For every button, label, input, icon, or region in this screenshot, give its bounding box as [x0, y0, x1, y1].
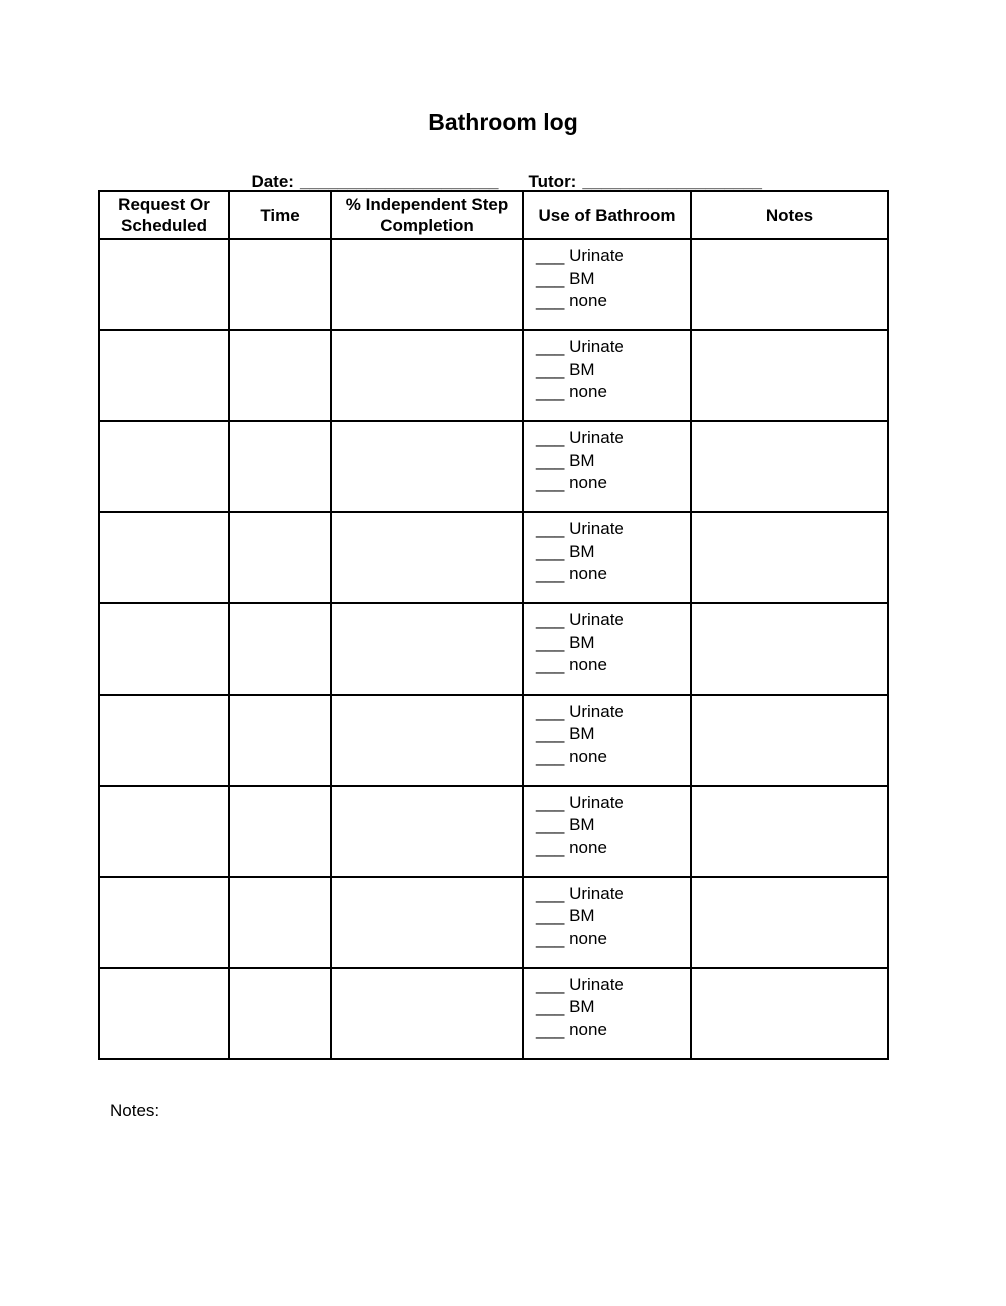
cell-notes [691, 239, 888, 330]
cell-notes [691, 877, 888, 968]
table-row [99, 421, 888, 512]
cell-notes [691, 968, 888, 1059]
bathroom-option-line: ___ none [536, 291, 607, 310]
cell-independent-step-completion [331, 877, 523, 968]
date-tutor-line [242, 152, 762, 192]
cell-notes [691, 512, 888, 603]
cell-request-or-scheduled [99, 695, 229, 786]
bathroom-option-line: ___ Urinate [536, 883, 624, 903]
cell-time [229, 786, 331, 877]
bathroom-option-line: ___ none [536, 655, 607, 675]
cell-request-or-scheduled [99, 603, 229, 694]
bathroom-option-line: ___ BM [536, 450, 595, 470]
bathroom-option-line: ___ Urinate [536, 337, 624, 357]
bathroom-option-line: ___ BM [536, 906, 595, 926]
cell-request-or-scheduled [99, 968, 229, 1059]
bathroom-option-line: ___ none [536, 382, 607, 402]
bathroom-option-line: ___ BM [536, 815, 595, 835]
cell-independent-step-completion [331, 330, 523, 421]
bathroom-option-line: ___ BM [536, 632, 595, 652]
bathroom-option-line: ___ none [536, 837, 607, 857]
bathroom-option-line: ___ BM [536, 724, 595, 744]
table-row [99, 695, 888, 786]
header-notes: Notes [691, 191, 888, 239]
bathroom-option-line: ___ BM [536, 268, 595, 288]
cell-time [229, 968, 331, 1059]
cell-request-or-scheduled [99, 421, 229, 512]
cell-time [229, 239, 331, 330]
bathroom-option-line: ___ Urinate [536, 610, 624, 630]
tutor-blank-line: ___________________ [582, 172, 762, 191]
bathroom-option-line: ___ Urinate [536, 519, 624, 539]
table-row [99, 239, 888, 330]
cell-notes [691, 603, 888, 694]
bathroom-option-line: ___ none [536, 564, 607, 584]
cell-request-or-scheduled [99, 239, 229, 330]
bathroom-option-line: ___ Urinate [536, 974, 624, 994]
cell-use-of-bathroom [523, 512, 691, 603]
cell-time [229, 330, 331, 421]
header-independent-step-completion: % Independent Step Completion [331, 191, 523, 239]
cell-independent-step-completion [331, 421, 523, 512]
bathroom-option-line: ___ BM [536, 997, 595, 1017]
date-label: Date: [251, 172, 294, 191]
bathroom-option-line: ___ none [536, 1019, 607, 1039]
bathroom-option-line: ___ none [536, 928, 607, 948]
cell-independent-step-completion [331, 968, 523, 1059]
bathroom-option-line: ___ none [536, 746, 607, 766]
cell-request-or-scheduled [99, 512, 229, 603]
cell-use-of-bathroom [523, 603, 691, 694]
table-header-row [99, 191, 888, 239]
cell-independent-step-completion [331, 603, 523, 694]
cell-use-of-bathroom [523, 968, 691, 1059]
table-row [99, 968, 888, 1059]
cell-request-or-scheduled [99, 786, 229, 877]
table-row [99, 330, 888, 421]
bathroom-option-line: ___ Urinate [536, 701, 624, 721]
header-request-or-scheduled: Request Or Scheduled [99, 191, 229, 239]
cell-independent-step-completion [331, 786, 523, 877]
bathroom-option-line: ___ BM [536, 359, 595, 379]
cell-request-or-scheduled [99, 330, 229, 421]
cell-notes [691, 421, 888, 512]
cell-use-of-bathroom [523, 330, 691, 421]
table-row [99, 877, 888, 968]
cell-independent-step-completion [331, 239, 523, 330]
notes-label: Notes: [110, 1101, 160, 1120]
bathroom-log-table [98, 190, 889, 1060]
cell-independent-step-completion [331, 512, 523, 603]
cell-use-of-bathroom [523, 421, 691, 512]
date-blank-line: _____________________ [299, 172, 499, 191]
table-row [99, 786, 888, 877]
cell-time [229, 877, 331, 968]
cell-use-of-bathroom [523, 877, 691, 968]
bathroom-option-line: ___ none [536, 473, 607, 493]
cell-time [229, 695, 331, 786]
cell-request-or-scheduled [99, 877, 229, 968]
header-time: Time [229, 191, 331, 239]
bathroom-option-line: ___ Urinate [536, 428, 624, 448]
cell-time [229, 603, 331, 694]
table-row [99, 512, 888, 603]
header-use-of-bathroom: Use of Bathroom [523, 191, 691, 239]
tutor-label: Tutor: [528, 172, 577, 191]
cell-use-of-bathroom [523, 239, 691, 330]
cell-use-of-bathroom [523, 695, 691, 786]
cell-independent-step-completion [331, 695, 523, 786]
cell-time [229, 512, 331, 603]
bathroom-option-line: ___ Urinate [536, 246, 624, 265]
table-row [99, 603, 888, 694]
bathroom-option-line: ___ BM [536, 541, 595, 561]
cell-use-of-bathroom [523, 786, 691, 877]
cell-notes [691, 786, 888, 877]
cell-notes [691, 330, 888, 421]
page-title: Bathroom log [428, 109, 578, 135]
cell-notes [691, 695, 888, 786]
bathroom-option-line: ___ Urinate [536, 792, 624, 812]
cell-time [229, 421, 331, 512]
